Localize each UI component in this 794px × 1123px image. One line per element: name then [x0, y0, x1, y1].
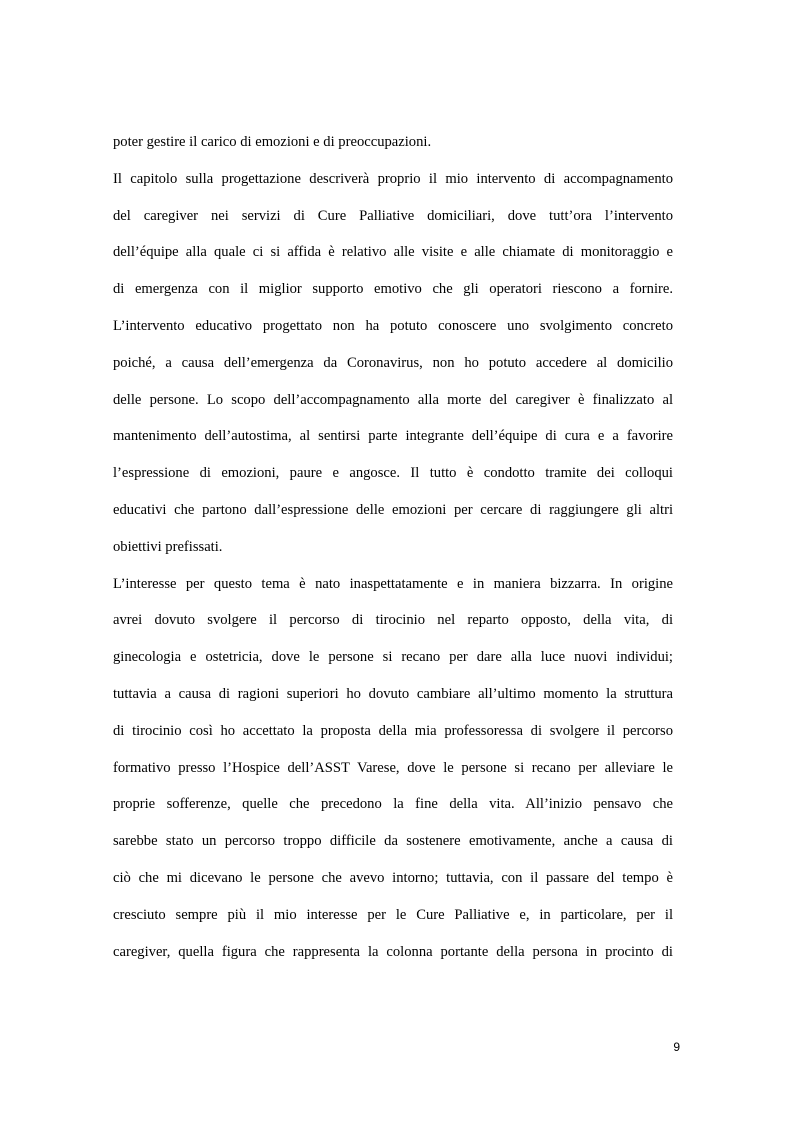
text-line: di emergenza con il miglior supporto emotivo che gli operatori riescono a fornire.: [113, 281, 673, 298]
text-line: educativi che partono dall’espressione delle emozioni per cercare di raggiungere gli altri: [113, 501, 673, 518]
text-line: tuttavia a causa di ragioni superiori ho dovuto cambiare all’ultimo momento la struttura: [113, 685, 673, 702]
text-line: poiché, a causa dell’emergenza da Coronavirus, non ho potuto accedere al domicilio: [113, 354, 673, 371]
text-line: proprie sofferenze, quelle che precedono la fine della vita. All’inizio pensavo che: [113, 796, 673, 813]
text-line: delle persone. Lo scopo dell’accompagnamento alla morte del caregiver è finalizzato al: [113, 391, 673, 408]
text-line: caregiver, quella figura che rappresenta la colonna portante della persona in procinto di: [113, 943, 673, 960]
text-line: L’intervento educativo progettato non ha potuto conoscere uno svolgimento concreto: [113, 317, 673, 334]
text-line: sarebbe stato un percorso troppo difficile da sostenere emotivamente, anche a causa di: [113, 833, 673, 850]
text-line: formativo presso l’Hospice dell’ASST Varese, dove le persone si recano per alleviare le: [113, 759, 673, 776]
text-line: di tirocinio così ho accettato la proposta della mia professoressa di svolgere il percorso: [113, 722, 673, 739]
text-line: dell’équipe alla quale ci si affida è relativo alle visite e alle chiamate di monitoraggio e: [113, 244, 673, 261]
text-line: l’espressione di emozioni, paure e angosce. Il tutto è condotto tramite dei colloqui: [113, 465, 673, 482]
text-line: ginecologia e ostetricia, dove le persone si recano per dare alla luce nuovi individui;: [113, 649, 673, 666]
body-text: [113, 128, 673, 974]
text-line: L’interesse per questo tema è nato inaspettatamente e in maniera bizzarra. In origine: [113, 575, 673, 592]
text-line: poter gestire il carico di emozioni e di preoccupazioni.: [113, 134, 432, 150]
text-line: ciò che mi dicevano le persone che avevo intorno; tuttavia, con il passare del tempo è: [113, 869, 673, 886]
text-line: mantenimento dell’autostima, al sentirsi parte integrante dell’équipe di cura e a favorire: [113, 428, 673, 445]
text-line: Il capitolo sulla progettazione descriverà proprio il mio intervento di accompagnamento: [113, 170, 673, 187]
text-line: avrei dovuto svolgere il percorso di tirocinio nel reparto opposto, della vita, di: [113, 612, 673, 629]
text-line: cresciuto sempre più il mio interesse per le Cure Palliative e, in particolare, per il: [113, 906, 673, 923]
text-line: del caregiver nei servizi di Cure Palliative domiciliari, dove tutt’ora l’intervento: [113, 207, 673, 224]
text-line: obiettivi prefissati.: [113, 538, 223, 555]
page-number: 9: [673, 1040, 680, 1054]
